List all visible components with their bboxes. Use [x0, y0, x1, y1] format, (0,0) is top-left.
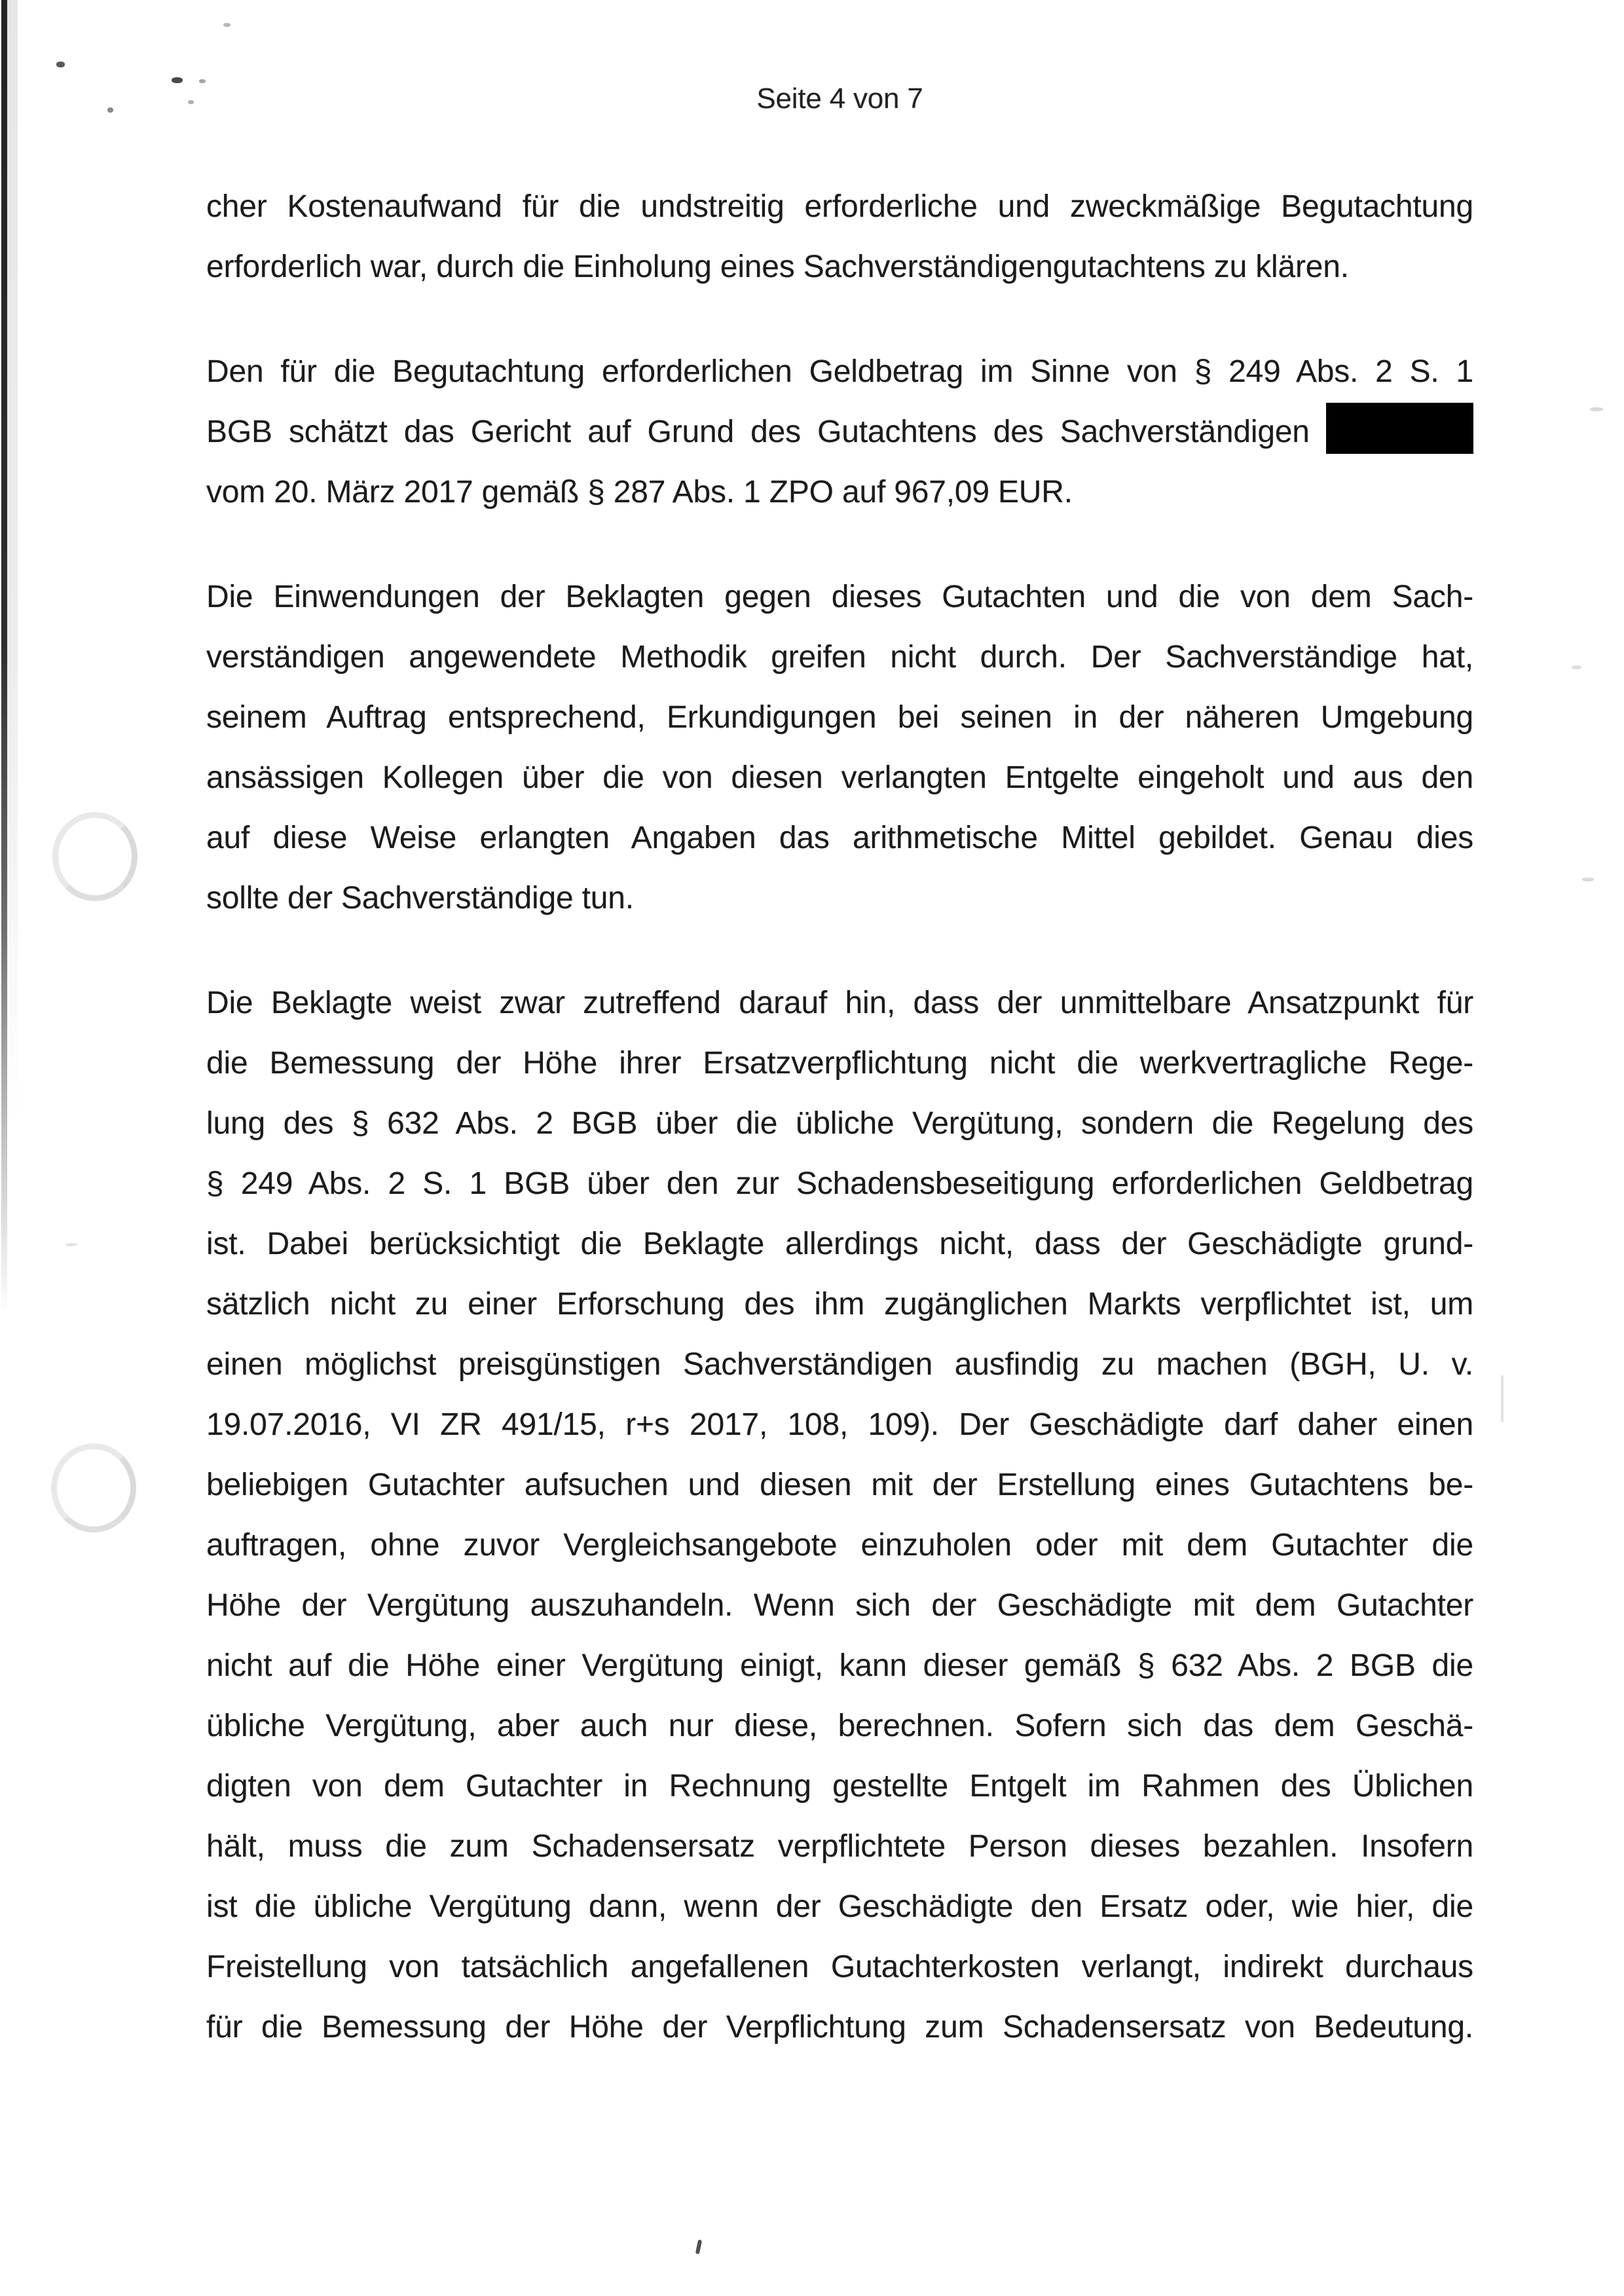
scan-speck — [1572, 665, 1581, 669]
scan-speck — [1582, 878, 1594, 881]
text-line-with-redaction — [206, 402, 1473, 462]
text-line: auftragen, ohne zuvor Vergleichsangebote einzuholen oder mit dem Gutachter die — [206, 1528, 1473, 1563]
scan-speck — [56, 62, 65, 67]
scan-speck — [188, 100, 194, 104]
scan-speck — [107, 107, 113, 113]
scan-speck — [65, 1243, 77, 1246]
text-line: Die Einwendungen der Beklagten gegen dieses Gutachten und die von dem Sach- — [206, 580, 1473, 614]
scan-edge-shadow — [7, 0, 18, 1441]
text-line: hält, muss die zum Schadensersatz verpflichtete Person dieses bezahlen. Insofern — [206, 1829, 1473, 1864]
text-line: einen möglichst preisgünstigen Sachverständigen ausfindig zu machen (BGH, U. v. — [206, 1347, 1473, 1382]
text-line: Den für die Begutachtung erforderlichen Geldbetrag im Sinne von § 249 Abs. 2 S. 1 — [206, 354, 1473, 389]
text-line: Die Beklagte weist zwar zutreffend darauf hin, dass der unmittelbare Ansatzpunkt für — [206, 986, 1473, 1020]
text-line: beliebigen Gutachter aufsuchen und diesen mit der Erstellung eines Gutachtens be- — [206, 1468, 1473, 1502]
punch-hole-mark-top — [52, 812, 138, 901]
text-line: seinem Auftrag entsprechend, Erkundigungen bei seinen in der näheren Umgebung — [206, 700, 1473, 735]
text-line: sätzlich nicht zu einer Erforschung des ihm zugänglichen Markts verpflichtet ist, um — [206, 1287, 1473, 1322]
text-line: ist. Dabei berücksichtigt die Beklagte allerdings nicht, dass der Geschädigte grund- — [206, 1227, 1473, 1261]
text-line: digten von dem Gutachter in Rechnung gestellte Entgelt im Rahmen des Üblichen — [206, 1769, 1473, 1804]
scan-speck — [223, 23, 231, 27]
text-line: für die Bemessung der Höhe der Verpflichtung zum Schadensersatz von Bedeutung. — [206, 2010, 1473, 2045]
paragraph-2 — [206, 342, 1473, 523]
text-segment: BGB schätzt das Gericht auf Grund des Gutachtens des Sachverständigen — [206, 415, 1310, 449]
document-body — [206, 81, 1473, 2102]
text-line: auf diese Weise erlangten Angaben das arithmetische Mittel gebildet. Genau dies — [206, 821, 1473, 855]
text-line: die Bemessung der Höhe ihrer Ersatzverpflichtung nicht die werkvertragliche Rege- — [206, 1046, 1473, 1081]
scan-speck — [1590, 407, 1603, 411]
text-line: Höhe der Vergütung auszuhandeln. Wenn sich der Geschädigte mit dem Gutachter — [206, 1588, 1473, 1623]
text-line: übliche Vergütung, aber auch nur diese, berechnen. Sofern sich das dem Geschä- — [206, 1709, 1473, 1743]
text-line: ansässigen Kollegen über die von diesen verlangten Entgelte eingeholt und aus den — [206, 760, 1473, 795]
text-line: Freistellung von tatsächlich angefallenen Gutachterkosten verlangt, indirekt durchaus — [206, 1950, 1473, 1984]
text-line: sollte der Sachverständige tun. — [206, 881, 634, 916]
scan-edge-artifact — [1, 0, 7, 1604]
punch-hole-mark-bottom — [51, 1443, 136, 1532]
paragraph-1 — [206, 177, 1473, 297]
text-line: § 249 Abs. 2 S. 1 BGB über den zur Schadensbeseitigung erforderlichen Geldbetrag — [206, 1166, 1473, 1201]
text-line: cher Kostenaufwand für die undstreitig erforderliche und zweckmäßige Begutachtung — [206, 189, 1473, 224]
page-number-header: Seite 4 von 7 — [756, 83, 923, 115]
text-line: verständigen angewendete Methodik greifen nicht durch. Der Sachverständige hat, — [206, 640, 1473, 675]
text-line: lung des § 632 Abs. 2 BGB über die übliche Vergütung, sondern die Regelung des — [206, 1106, 1473, 1141]
scan-speck — [172, 77, 183, 83]
scan-speck — [695, 2240, 702, 2255]
redaction-bar — [1326, 403, 1473, 454]
paragraph-4 — [206, 973, 1473, 2058]
text-line: ist die übliche Vergütung dann, wenn der Geschädigte den Ersatz oder, wie hier, die — [206, 1889, 1473, 1924]
text-line: 19.07.2016, VI ZR 491/15, r+s 2017, 108, 109). Der Geschädigte darf daher einen — [206, 1407, 1473, 1442]
text-line: nicht auf die Höhe einer Vergütung einigt, kann dieser gemäß § 632 Abs. 2 BGB die — [206, 1648, 1473, 1683]
scan-speck — [1501, 1375, 1504, 1422]
scan-speck — [199, 79, 206, 83]
text-line: erforderlich war, durch die Einholung eines Sachverständigengutachtens zu klären. — [206, 250, 1349, 284]
paragraph-3 — [206, 567, 1473, 929]
text-line: vom 20. März 2017 gemäß § 287 Abs. 1 ZPO auf 967,09 EUR. — [206, 475, 1073, 509]
